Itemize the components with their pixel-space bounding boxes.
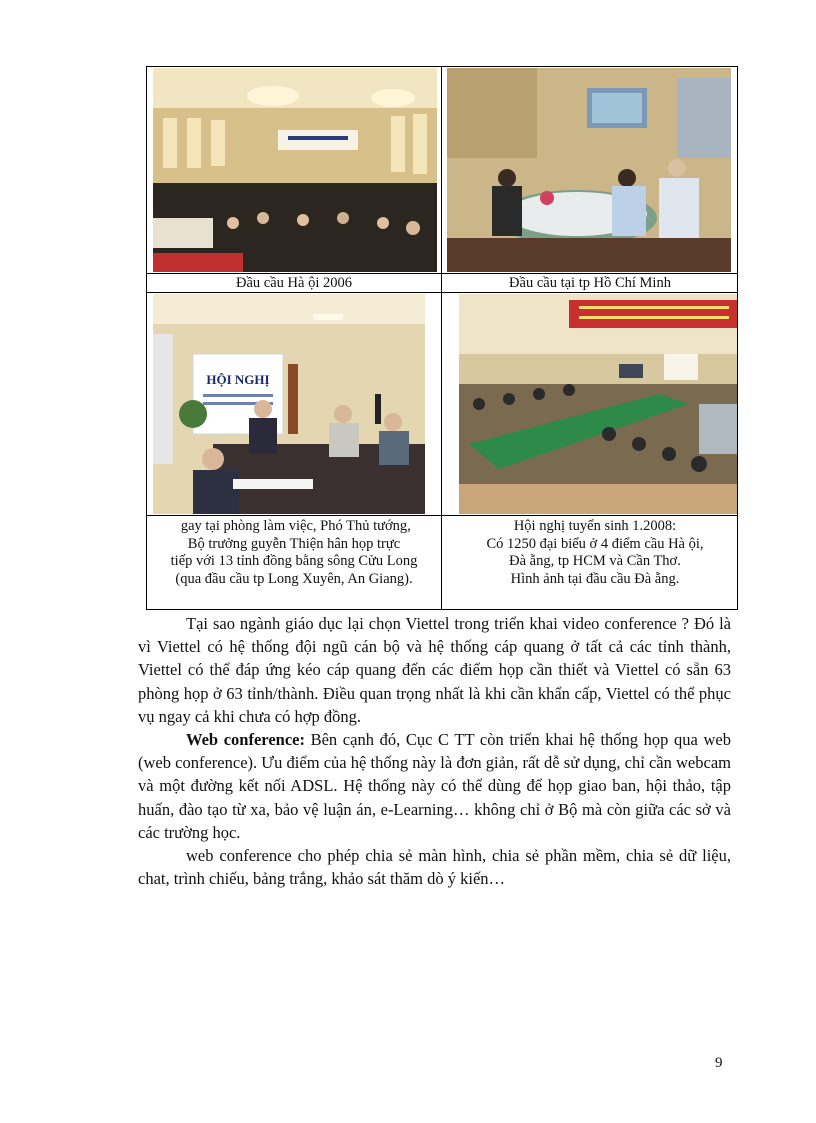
table-divider [441, 67, 442, 610]
body-text [138, 612, 731, 890]
photo-caption [147, 518, 441, 588]
photo-danang-conference [459, 294, 737, 514]
meeting-banner-title: HỘI NGHỊ [206, 372, 270, 387]
table-divider [147, 515, 737, 516]
caption-line: Bộ trưởng guyễn Thiện hân họp trực [187, 535, 401, 552]
photo-caption: Đầu cầu tại tp Hồ Chí Minh [509, 275, 671, 291]
paragraph [138, 728, 731, 844]
table-divider [147, 273, 737, 274]
caption-line: Hình ảnh tại đầu cầu Đà ẵng. [510, 570, 680, 587]
paragraph-heading: Web conference: [186, 730, 305, 750]
caption-line: Hội nghị tuyển sinh 1.2008: [513, 518, 677, 534]
caption-line: (qua đầu cầu tp Long Xuyên, An Giang). [175, 570, 413, 587]
photo-office-meeting [153, 294, 425, 514]
photo-hcmc-meeting [447, 68, 731, 272]
caption-line: ‌ gay tại phòng làm việc, Phó Thủ tướng, [177, 518, 411, 534]
paragraph: web conference cho phép chia sẻ màn hình, chia sẻ phần mềm, chia sẻ dữ liệu, chat, trình chiếu, bảng trắng, khảo sát thăm dò ý kiến… [138, 846, 731, 889]
paragraph: Tại sao ngành giáo dục lại chọn Viettel trong triển khai video conference ? Đó là vì Viettel có hệ thống đội ngũ cán bộ và hệ thống cáp quang ở tất cả các tỉnh thành, Viettel có thể đáp ứng kéo cáp quang đến các điểm họp cần thiết và Viettel có sẵn 63 phòng họp ở 63 tỉnh/thành. Điều quan trọng nhất là khi cần khẩn cấp, Viettel có thể phục vụ ngay cả khi chưa có hợp đồng. [138, 614, 731, 726]
broken-glyph: ‌ [177, 518, 181, 534]
photo-caption: Đầu cầu Hà ội 2006 [236, 275, 352, 291]
page-number: 9 [715, 1055, 723, 1071]
caption-line: Đà ẵng, tp HCM và Cần Thơ. [509, 553, 681, 569]
caption-line: Có 1250 đại biểu ở 4 điểm cầu Hà ội, [486, 535, 704, 552]
photo-hanoi-hall [153, 68, 437, 272]
photo-table [146, 66, 738, 610]
paragraph-body: Bên cạnh đó, Cục C TT còn triển khai hệ thống họp qua web (web conference). Ưu điểm của hệ thống này là đơn giản, rất dễ sử dụng, chỉ cần webcam và một đường kết nối ADSL. Hệ thống này có thể dùng để họp giao ban, hội thảo, tập huấn, đào tạo từ xa, bảo vệ luận án, e-Learning… không chỉ ở Bộ mà còn giữa các sở và các trường học. [138, 730, 732, 842]
caption-line: tiếp với 13 tỉnh đồng bằng sông Cửu Long [170, 553, 418, 569]
photo-caption [452, 518, 738, 588]
